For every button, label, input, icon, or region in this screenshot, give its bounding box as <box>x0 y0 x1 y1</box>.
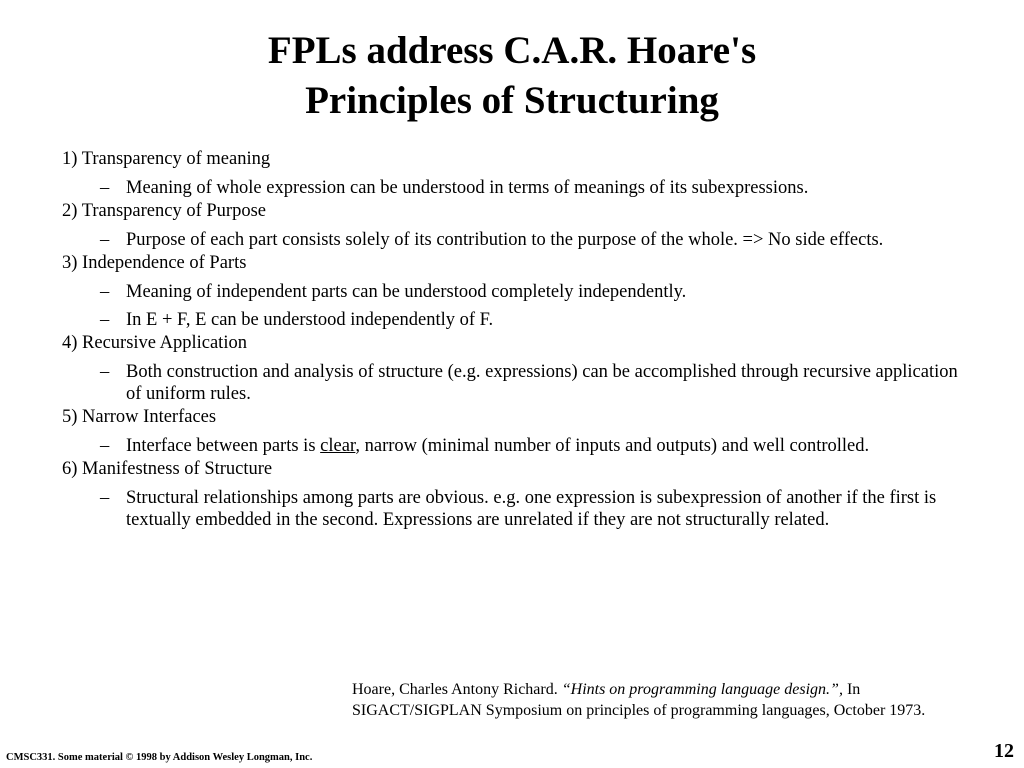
principle-detail <box>100 435 962 457</box>
principle-detail-text: Meaning of independent parts can be understood completely independently. <box>126 282 687 302</box>
principle-heading: 4) Recursive Application <box>62 333 247 353</box>
slide-title-line-2: Principles of Structuring <box>305 79 719 122</box>
page-number: 12 <box>994 740 1014 762</box>
reference-author: Hoare, Charles Antony Richard. <box>352 681 562 698</box>
principle-item <box>62 457 962 531</box>
detail-text-after: , narrow (minimal number of inputs and outputs) and well controlled. <box>355 436 870 456</box>
dash-bullet: – <box>100 310 110 330</box>
principle-heading: 1) Transparency of meaning <box>62 149 271 169</box>
detail-text-before: Interface between parts is <box>126 436 321 456</box>
principle-detail <box>100 229 962 251</box>
principle-detail-text: Both construction and analysis of structure (e.g. expressions) can be accomplished through recursive application of uniform rules. <box>126 362 958 404</box>
principle-detail <box>100 487 962 531</box>
dash-bullet: – <box>100 488 110 508</box>
principle-detail-text: Meaning of whole expression can be understood in terms of meanings of its subexpressions. <box>126 178 809 198</box>
footer-copyright: CMSC331. Some material © 1998 by Addison Wesley Longman, Inc. <box>6 752 313 763</box>
principle-heading: 6) Manifestness of Structure <box>62 459 273 479</box>
dash-bullet: – <box>100 282 110 302</box>
principle-item <box>62 251 962 331</box>
principle-detail-text <box>126 435 962 457</box>
principle-detail <box>100 309 962 331</box>
principle-item <box>62 331 962 405</box>
principle-item <box>62 405 962 457</box>
dash-bullet: – <box>100 230 110 250</box>
reference-citation <box>352 679 972 721</box>
principle-heading: 5) Narrow Interfaces <box>62 407 217 427</box>
principle-detail-text: In E + F, E can be understood independently of F. <box>126 310 494 330</box>
principle-detail <box>100 177 962 199</box>
principle-detail-text: Purpose of each part consists solely of its contribution to the purpose of the whole. => No side effects. <box>126 230 884 250</box>
principles-list <box>62 147 962 531</box>
reference-work-title: “Hints on programming language design.”, <box>561 681 843 698</box>
underlined-word-clear: clear <box>320 436 356 456</box>
slide-title-line-1: FPLs address C.A.R. Hoare's <box>267 29 757 72</box>
reference-venue: In SIGACT/SIGPLAN Symposium on principles of programming languages, October 1973. <box>352 681 926 719</box>
principle-item <box>62 199 962 251</box>
principle-detail <box>100 361 962 405</box>
dash-bullet: – <box>100 362 110 382</box>
dash-bullet: – <box>100 178 110 198</box>
principle-heading: 2) Transparency of Purpose <box>62 201 266 221</box>
principle-detail <box>100 281 962 303</box>
dash-bullet: – <box>100 436 110 456</box>
principle-heading: 3) Independence of Parts <box>62 253 247 273</box>
principle-detail-text: Structural relationships among parts are obvious. e.g. one expression is subexpression of another if the first is textually embedded in the second. Expressions are unrelated if they are not structurally related. <box>126 488 937 530</box>
slide-title <box>0 26 1024 126</box>
principle-item <box>62 147 962 199</box>
